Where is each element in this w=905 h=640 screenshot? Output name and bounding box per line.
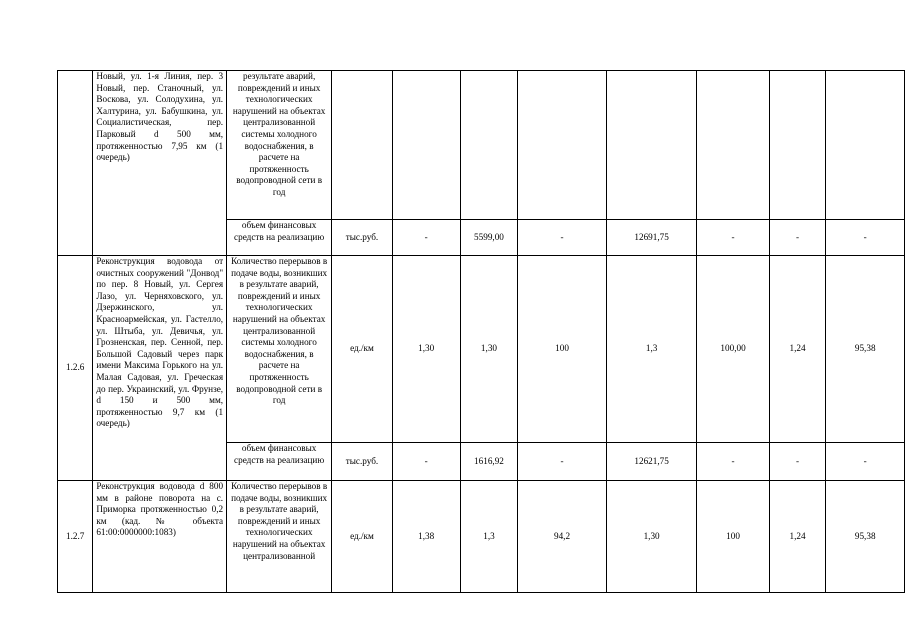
value-cell [769, 71, 826, 220]
value-cell: 1,30 [392, 256, 460, 443]
value-cell: 1,30 [606, 481, 697, 593]
value-cell: 5599,00 [460, 220, 518, 256]
value-cell: - [697, 443, 769, 481]
value-cell: 1616,92 [460, 443, 518, 481]
program-table [57, 70, 905, 593]
description-cell: Реконструкция водовода d 800 мм в районе поворота на с. Приморка протяженностью 0,2 км (кад. № объекта 61:00:0000000:1083) [93, 481, 227, 593]
value-cell: - [697, 220, 769, 256]
value-cell: 1,3 [606, 256, 697, 443]
indicator-cell: результате аварий, повреждений и иных технологических нарушений на объектах централизованной системы холодного водоснабжения, в расчете на протяженность водопроводной сети в год [227, 71, 332, 220]
value-cell: - [769, 220, 826, 256]
value-cell: 95,38 [826, 256, 905, 443]
indicator-cell: объем финансовых средств на реализацию [227, 220, 332, 256]
value-cell [606, 71, 697, 220]
index-cell: 1.2.7 [58, 481, 93, 593]
indicator-cell: Количество перерывов в подаче воды, возникших в результате аварий, повреждений и иных технологических нарушений на объектах централизованной системы холодного водоснабжения, в расчете на протяженность водопроводной сети в год [227, 256, 332, 443]
value-cell: - [518, 220, 607, 256]
value-cell: 100,00 [697, 256, 769, 443]
value-cell: 12621,75 [606, 443, 697, 481]
value-cell: 100 [518, 256, 607, 443]
table-row [58, 256, 905, 443]
value-cell: - [518, 443, 607, 481]
indicator-cell: Количество перерывов в подаче воды, возникших в результате аварий, повреждений и иных технологических нарушений на объектах централизованной [227, 481, 332, 593]
value-cell [826, 71, 905, 220]
value-cell: 1,24 [769, 256, 826, 443]
description-cell: Новый, ул. 1-я Линия, пер. 3 Новый, пер. Станочный, ул. Воскова, ул. Солодухина, ул. Халтурина, ул. Бабушкина, ул. Социалистическая, пер. Парковый d 500 мм, протяженностью 7,95 км (1 очередь) [93, 71, 227, 256]
value-cell [460, 71, 518, 220]
value-cell: - [826, 220, 905, 256]
value-cell: 1,24 [769, 481, 826, 593]
value-cell [697, 71, 769, 220]
value-cell: - [769, 443, 826, 481]
description-cell: Реконструкция водовода от очистных сооружений "Донвод" по пер. 8 Новый, ул. Сергея Лазо, ул. Черняховского, ул. Дзержинского, ул. Красноармейская, ул. Гастелло, ул. Штыба, ул. Девичья, ул. Грозненская, пер. Сенной, пер. Большой Садовый через парк имени Максима Горького на ул. Малая Садовая, ул. Греческая до пер. Украинский, ул. Фрунзе, d 150 и 500 мм, протяженностью 9,7 км (1 очередь) [93, 256, 227, 481]
value-cell: - [392, 220, 460, 256]
value-cell: 94,2 [518, 481, 607, 593]
unit-cell: тыс.руб. [332, 443, 393, 481]
value-cell: 1,38 [392, 481, 460, 593]
value-cell: 1,3 [460, 481, 518, 593]
value-cell: - [826, 443, 905, 481]
table-row [58, 481, 905, 593]
unit-cell [332, 71, 393, 220]
unit-cell: тыс.руб. [332, 220, 393, 256]
index-cell [58, 71, 93, 256]
unit-cell: ед./км [332, 481, 393, 593]
unit-cell: ед./км [332, 256, 393, 443]
value-cell: 95,38 [826, 481, 905, 593]
value-cell: 1,30 [460, 256, 518, 443]
value-cell: - [392, 443, 460, 481]
index-cell: 1.2.6 [58, 256, 93, 481]
value-cell: 12691,75 [606, 220, 697, 256]
table-row [58, 71, 905, 220]
indicator-cell: объем финансовых средств на реализацию [227, 443, 332, 481]
value-cell [392, 71, 460, 220]
value-cell: 100 [697, 481, 769, 593]
value-cell [518, 71, 607, 220]
